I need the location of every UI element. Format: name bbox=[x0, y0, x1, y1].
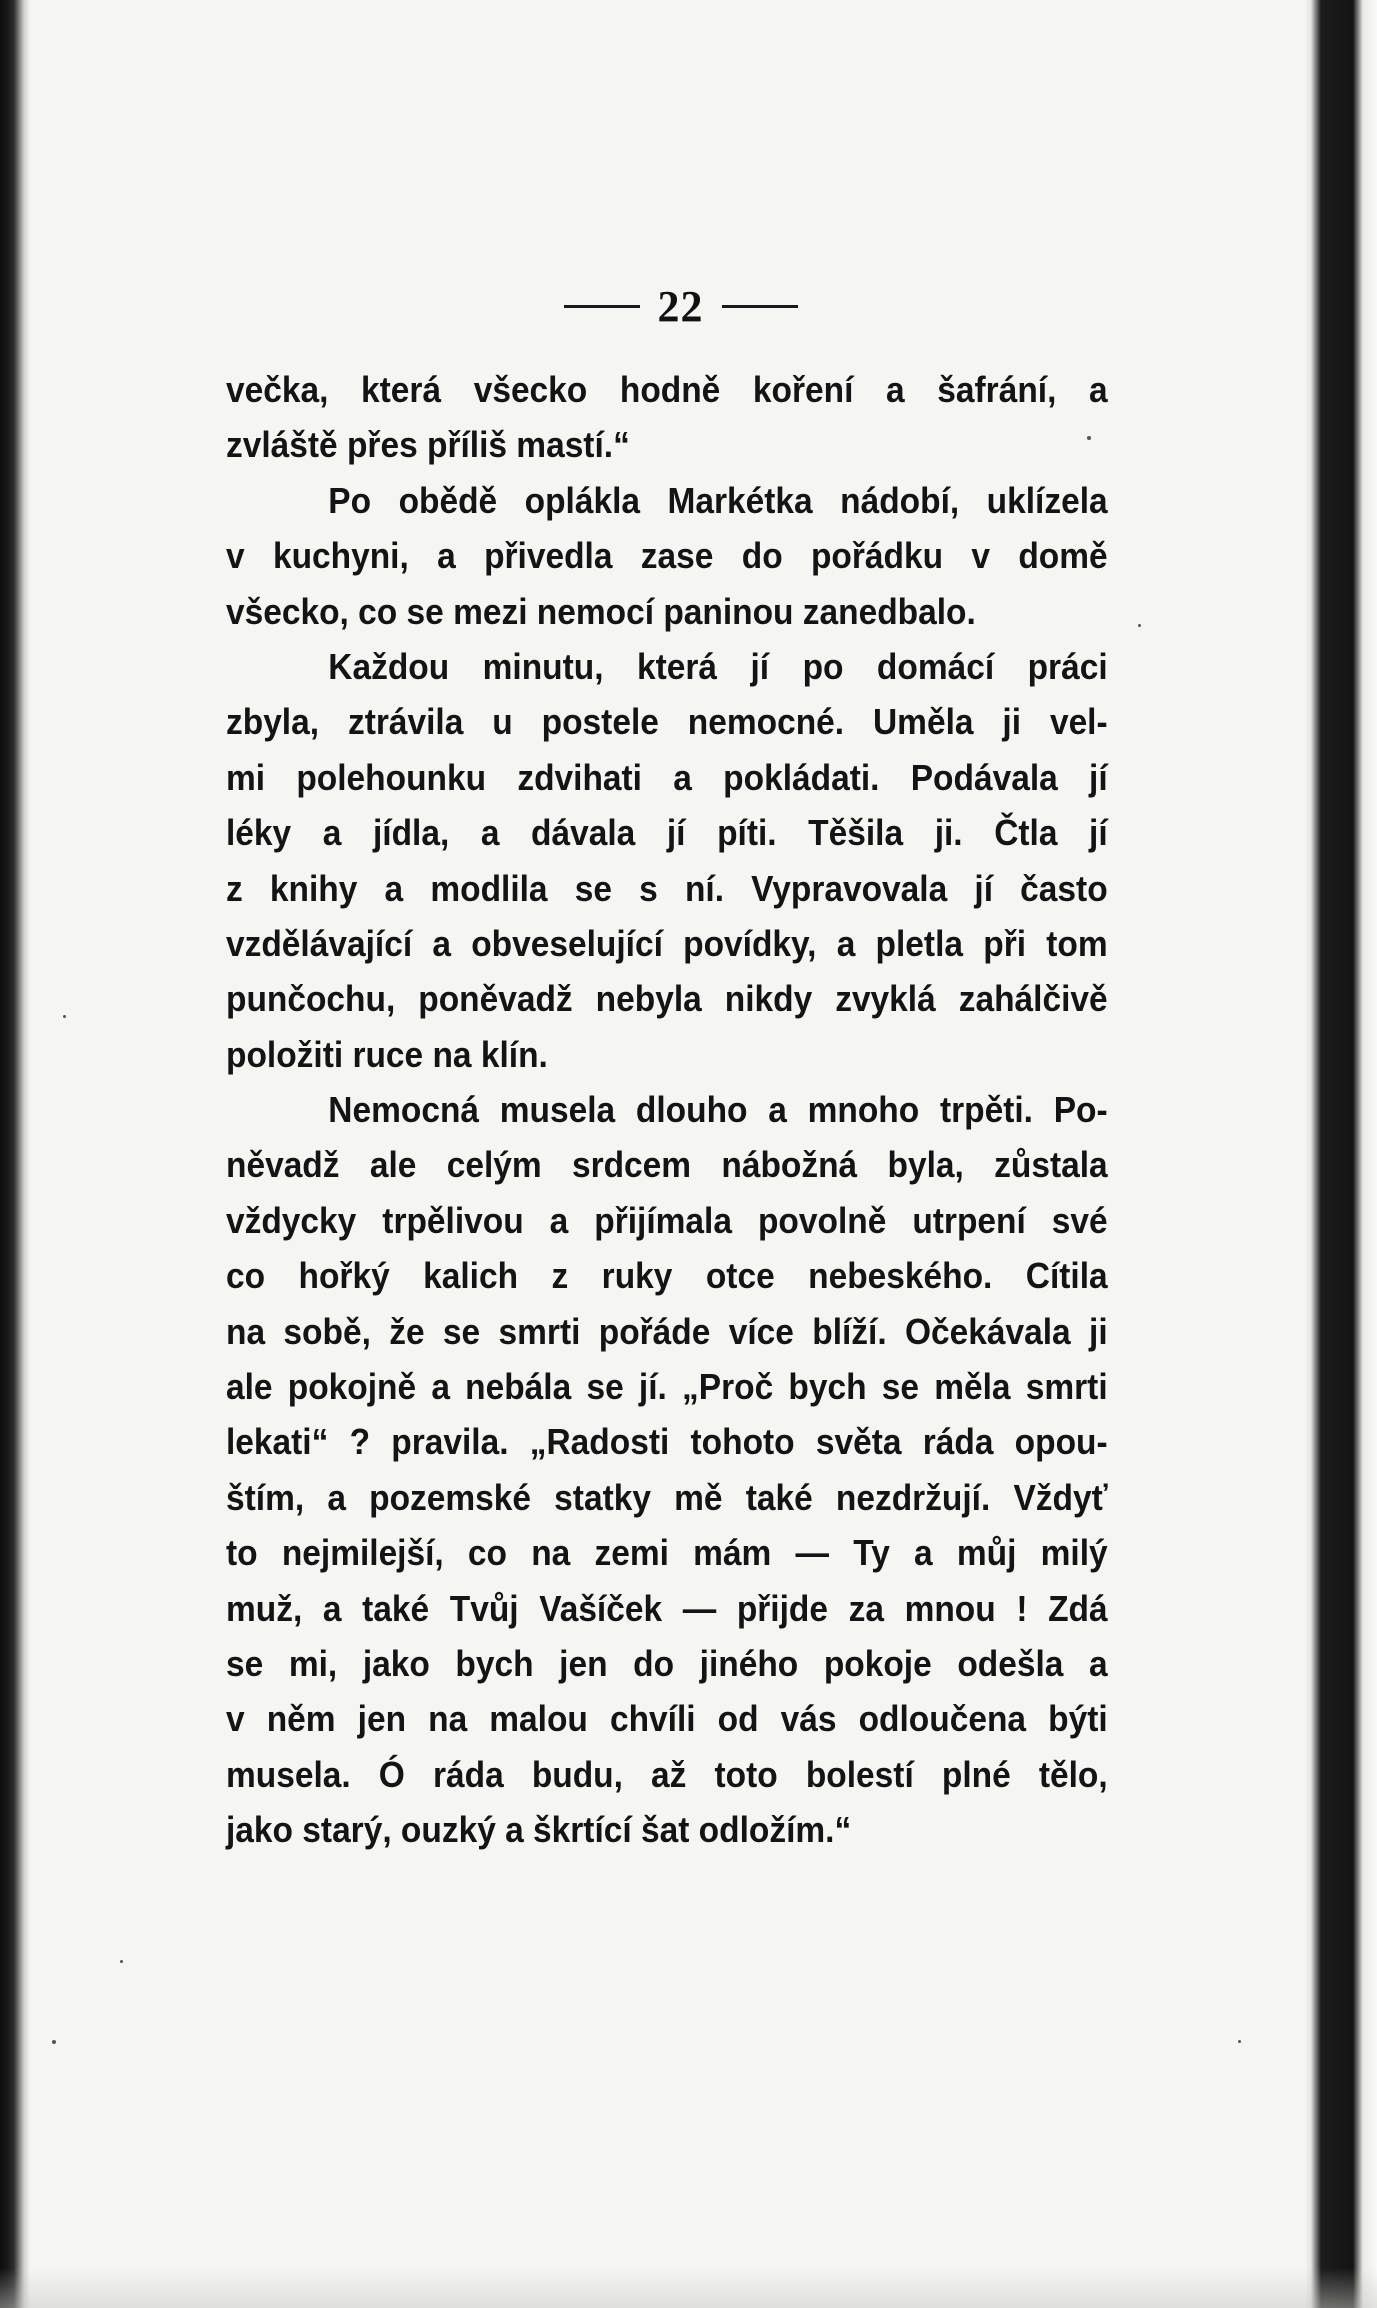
paper-speck bbox=[52, 2040, 56, 2044]
left-binding-shadow bbox=[0, 0, 30, 2308]
text-line: zvláště přes příliš mastí.“ bbox=[226, 424, 630, 466]
text-line: musela. Ó ráda budu, až toto bolestí plné tělo, bbox=[226, 1753, 1108, 1795]
text-line: vždycky trpělivou a přijímala povolně utrpení své bbox=[226, 1199, 1108, 1241]
text-line: se mi, jako bych jen do jiného pokoje odešla a bbox=[226, 1642, 1108, 1684]
paper-speck bbox=[63, 1015, 66, 1018]
text-line: něvadž ale celým srdcem nábožná byla, zůstala bbox=[226, 1144, 1108, 1186]
text-line: v kuchyni, a přivedla zase do pořádku v domě bbox=[226, 535, 1108, 577]
text-line: z knihy a modlila se s ní. Vypravovala jí často bbox=[226, 867, 1108, 909]
paper-speck bbox=[120, 1960, 123, 1963]
body-text bbox=[226, 362, 1108, 1858]
text-line: zbyla, ztrávila u postele nemocné. Uměla ji vel- bbox=[226, 701, 1108, 743]
paper-speck bbox=[1138, 624, 1141, 627]
text-line: léky a jídla, a dávala jí píti. Těšila ji. Čtla jí bbox=[226, 812, 1108, 854]
text-line: v něm jen na malou chvíli od vás odloučena býti bbox=[226, 1698, 1108, 1740]
paragraph bbox=[226, 473, 1108, 639]
text-line: co hořký kalich z ruky otce nebeského. Cítila bbox=[226, 1255, 1108, 1297]
paragraph bbox=[226, 639, 1108, 1082]
text-line: na sobě, že se smrti pořáde více blíží. Očekávala ji bbox=[226, 1310, 1108, 1352]
text-line: položiti ruce na klín. bbox=[226, 1033, 548, 1075]
text-line: lekati“ ? pravila. „Radosti tohoto světa ráda opou- bbox=[226, 1421, 1108, 1463]
page-number: 22 bbox=[657, 281, 704, 331]
text-line: všecko, co se mezi nemocí paninou zanedbalo. bbox=[226, 590, 976, 632]
text-line: jako starý, ouzký a škrtící šat odložím.“ bbox=[226, 1809, 852, 1851]
right-page-edge bbox=[1305, 0, 1377, 2308]
page-header bbox=[0, 276, 1369, 336]
paragraph bbox=[226, 1082, 1108, 1857]
text-line: Nemocná musela dlouho a mnoho trpěti. Po- bbox=[328, 1089, 1108, 1131]
header-rule-right bbox=[722, 305, 798, 308]
text-line: mi polehounku zdvihati a pokládati. Podávala jí bbox=[226, 756, 1108, 798]
text-line: Každou minutu, která jí po domácí práci bbox=[328, 645, 1108, 687]
text-line: večka, která všecko hodně koření a šafrání, a bbox=[226, 369, 1108, 410]
text-line: štím, a pozemské statky mě také nezdržují. Vždyť bbox=[226, 1476, 1108, 1518]
text-line: Po obědě oplákla Markétka nádobí, uklízela bbox=[328, 479, 1108, 521]
text-line: muž, a také Tvůj Vašíček — přijde za mnou ! Zdá bbox=[226, 1587, 1108, 1629]
text-line: to nejmilejší, co na zemi mám — Ty a můj milý bbox=[226, 1532, 1108, 1574]
text-line: vzdělávající a obveselující povídky, a pletla při tom bbox=[226, 922, 1108, 964]
paragraph bbox=[226, 362, 1108, 473]
text-line: punčochu, poněvadž nebyla nikdy zvyklá zahálčivě bbox=[226, 978, 1108, 1020]
header-rule-left bbox=[564, 305, 640, 308]
paper-speck bbox=[1238, 2040, 1241, 2043]
bottom-shadow bbox=[0, 2268, 1377, 2308]
text-line: ale pokojně a nebála se jí. „Proč bych se měla smrti bbox=[226, 1366, 1108, 1408]
